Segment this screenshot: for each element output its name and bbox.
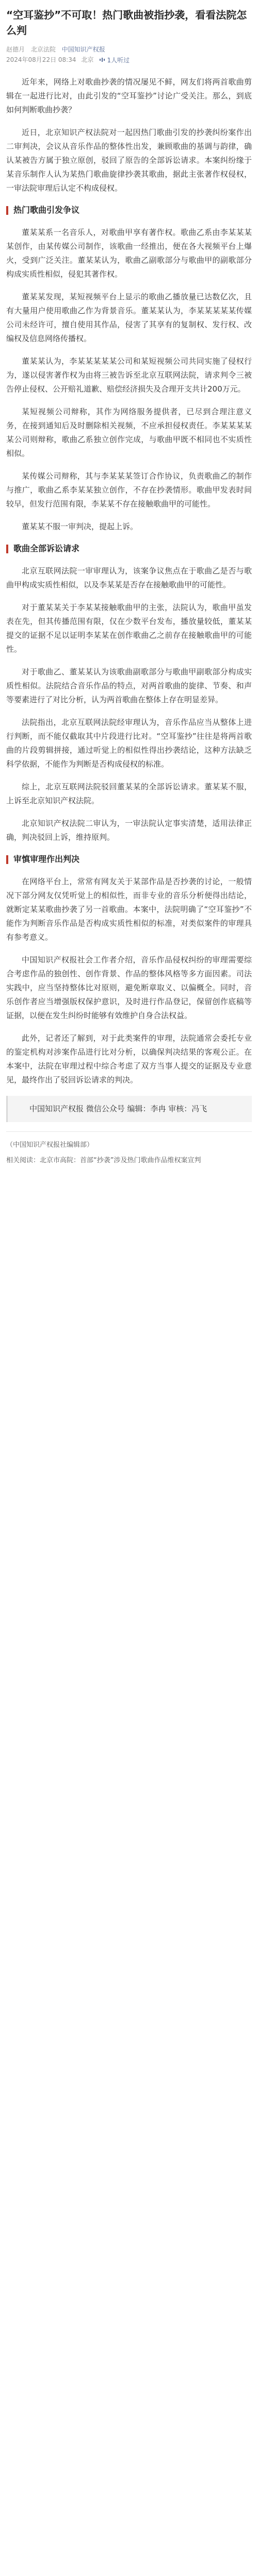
section-title: 歌曲全部诉讼请求	[13, 544, 80, 553]
editor-note-text: 中国知识产权报 微信公众号 编辑：李冉 审核：冯飞	[29, 1104, 207, 1113]
section-paragraph: 北京互联网法院一审审理认为，该案争议焦点在于歌曲乙是否与歌曲甲构成实质性相似，以及李某某是否存在接触歌曲甲的可能性。	[6, 566, 252, 589]
intro-paragraph: 近日，北京知识产权法院对一起因热门歌曲引发的抄袭纠纷案作出二审判决，会议从音乐作品的整体性出发，兼顾歌曲的基调与韵律，确认某被告方属于独立原创，驳回了原告的全部诉讼请求。本案纠纷缘于某音乐制作人认为某热门歌曲旋律抄袭其歌曲，据此主张著作权侵权，一审法院审理后认定不构成侵权。	[6, 128, 252, 193]
listen-count-label: 1人听过	[107, 56, 130, 64]
section-paragraph: 对于歌曲乙、董某某认为该歌曲副歌部分与歌曲甲副歌部分构成实质性相似。法院结合音乐作品的特点，对两首歌曲的旋律、节奏、和声等要素进行了对比分析，认为两首歌曲在整体上存在明显差异。	[6, 667, 252, 704]
article-byline	[6, 44, 252, 55]
article-author: 赵德月	[6, 46, 25, 53]
section-marker	[6, 545, 8, 553]
section-paragraph: 北京知识产权法院二审认为，一审法院认定事实清楚，适用法律正确，判决驳回上诉，维持原判。	[6, 819, 252, 842]
section-title: 热门歌曲引发争议	[13, 205, 80, 215]
section-title: 审慎审理作出判决	[13, 854, 80, 864]
section-paragraph: 法院指出，北京互联网法院经审理认为，音乐作品应当从整体上进行判断，而不能仅截取其中片段进行比对。“空耳鉴抄”往往是将两首歌曲的片段剪辑拼接，通过听觉上的相似性得出抄袭结论，这种方法缺乏科学依据，不能作为判断是否构成侵权的标准。	[6, 718, 252, 769]
publisher-link[interactable]: 中国知识产权报	[61, 46, 105, 53]
section-paragraph: 董某某不服一审判决，提起上诉。	[22, 522, 138, 531]
section-header	[6, 204, 252, 216]
related-link[interactable]: 相关阅读：北京市高院：首部“抄袭”涉及热门歌曲作品维权案宣判	[6, 1157, 201, 1164]
divider	[6, 1131, 252, 1132]
section-paragraph: 此外，记者还了解到，对于此类案件的审理，法院通常会委托专业的鉴定机构对涉案作品进行比对分析，以确保判决结果的客观公正。在本案中，法院在审理过程中综合考虑了双方当事人提交的证据及专业意见，最终作出了驳回诉讼请求的判决。	[6, 1033, 252, 1084]
article-body	[0, 65, 258, 1167]
listen-count[interactable]	[99, 56, 130, 64]
section-marker	[6, 206, 8, 215]
section-header	[6, 543, 252, 555]
section-paragraph: 在网络平台上，常常有网友关于某部作品是否抄袭的讨论，一般情况下部分网友仅凭听觉上的相似性，而非专业的音乐分析便得出结论，就断定某某歌曲抄袭了另一首歌曲。本案中，法院明确了“空耳鉴抄”不能作为判断音乐作品是否构成实质性相似的标准，对类似案件的审理具有参考意义。	[6, 877, 252, 942]
section-header	[6, 853, 252, 866]
article-meta	[6, 55, 252, 65]
article-header	[0, 0, 258, 65]
article-date: 2024年08月22日 08:34	[6, 56, 76, 63]
article-location: 北京	[81, 56, 94, 63]
editor-note	[6, 1096, 252, 1122]
section-paragraph: 综上，北京互联网法院驳回董某某的全部诉讼请求。董某某不服，上诉至北京知识产权法院。	[6, 782, 252, 805]
section-paragraph: 对于董某某关于李某某接触歌曲甲的主张，法院认为，歌曲甲虽发表在先，但其传播范围有限，仅在少数平台发布，播放量较低，董某某提交的证据不足以证明李某某在创作歌曲乙之前存在接触歌曲甲的可能性。	[6, 603, 252, 654]
article-title: “空耳鉴抄”不可取！热门歌曲被指抄袭，看看法院怎么判	[6, 9, 247, 37]
section-marker	[6, 855, 8, 864]
section-paragraph: 某短视频公司辩称，其作为网络服务提供者，已尽到合理注意义务，在接到通知后及时删除相关视频，不应承担侵权责任。李某某某某某公司则辩称，歌曲乙系独立创作完成，与歌曲甲既不相同也不实质性相似。	[6, 407, 252, 458]
article-source: 北京法院	[30, 46, 56, 53]
section-paragraph: 董某某认为，李某某某某某公司和某短视频公司共同实施了侵权行为，遂以侵害著作权为由将三被告诉至北京互联网法院，请求判令三被告停止侵权、公开赔礼道歉、赔偿经济损失及合理开支共计200万元。	[6, 357, 252, 394]
section-paragraph: 某传媒公司辩称，其与李某某某签订合作协议，负责歌曲乙的制作与推广，歌曲乙系李某某独立创作，不存在抄袭情形。歌曲甲发表时间较早，但发行范围有限，李某某不存在接触歌曲甲的可能性。	[6, 471, 252, 509]
audio-wave-icon	[99, 57, 105, 63]
intro-paragraph: 近年来，网络上对歌曲抄袭的情况屡见不鲜，网友们将两首歌曲剪辑在一起进行比对，由此引发的“空耳鉴抄”讨论广受关注。那么，到底如何判断歌曲抄袭？	[6, 77, 252, 114]
section-paragraph: 董某某系一名音乐人，对歌曲甲享有著作权。歌曲乙系由李某某某某创作，由某传媒公司制作，该歌曲一经推出，便在各大视频平台上爆火，受到广泛关注。董某某认为，歌曲乙副歌部分与歌曲甲的副歌部分构成实质性相似，侵犯其著作权。	[6, 228, 252, 279]
section-paragraph: 董某某发现，某短视频平台上显示的歌曲乙播放量已达数亿次，且有大量用户使用歌曲乙作为背景音乐。董某某认为，李某某某某某传媒公司未经许可，擅自使用其作品，侵害了其享有的复制权、发行权、改编权及信息网络传播权。	[6, 292, 252, 343]
section-paragraph: 中国知识产权报社会工作者介绍，音乐作品侵权纠纷的审理需要综合考虑作品的独创性、创作背景、作品的整体风格等多方面因素。司法实践中，应当坚持整体比对原则，避免断章取义、以偏概全。同时，音乐创作者应当增强版权保护意识，及时进行作品登记，保留创作底稿等证据，以便在发生纠纷时能够有效维护自身合法权益。	[6, 955, 252, 1020]
footnote: （中国知识产权报社编辑部）	[6, 1141, 94, 1149]
